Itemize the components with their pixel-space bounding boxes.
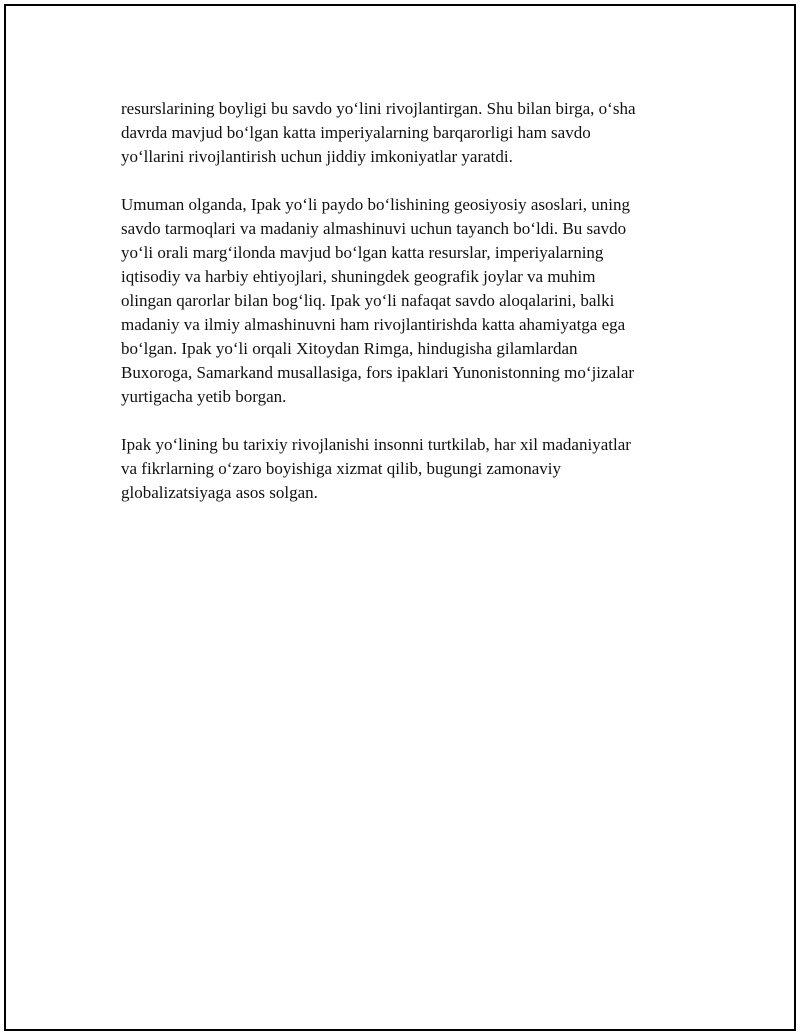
document-body xyxy=(121,97,691,529)
paragraph-1: resurslarining boyligi bu savdo yo‘lini rivojlantirgan. Shu bilan birga, o‘sha davrda mavjud bo‘lgan katta imperiyalarning barqarorligi ham savdo yo‘llarini rivojlantirish uchun jiddiy imkoniyatlar yaratdi. xyxy=(121,99,636,166)
paragraph-3: Ipak yo‘lining bu tarixiy rivojlanishi insonni turtkilab, har xil madaniyatlar va fikrlarning o‘zaro boyishiga xizmat qilib, bugungi zamonaviy globalizatsiyaga asos solgan. xyxy=(121,435,631,502)
paragraph-2: Umuman olganda, Ipak yo‘li paydo bo‘lishining geosiyosiy asoslari, uning savdo tarmoqlari va madaniy almashinuvi uchun tayanch bo‘ldi. Bu savdo yo‘li orali marg‘ilonda mavjud bo‘lgan katta resurslar, imperiyalarning iqtisodiy va harbiy ehtiyojlari, shuningdek geografik joylar va muhim olingan qarorlar bilan bog‘liq. Ipak yo‘li nafaqat savdo aloqalarini, balki madaniy va ilmiy almashinuvni ham rivojlantirishda katta ahamiyatga ega bo‘lgan. Ipak yo‘li orqali Xitoydan Rimga, hindugisha gilamlardan Buxoroga, Samarkand musallasiga, fors ipaklari Yunonistonning mo‘jizalar yurtigacha yetib borgan. xyxy=(121,195,635,406)
document-page xyxy=(4,4,796,1031)
